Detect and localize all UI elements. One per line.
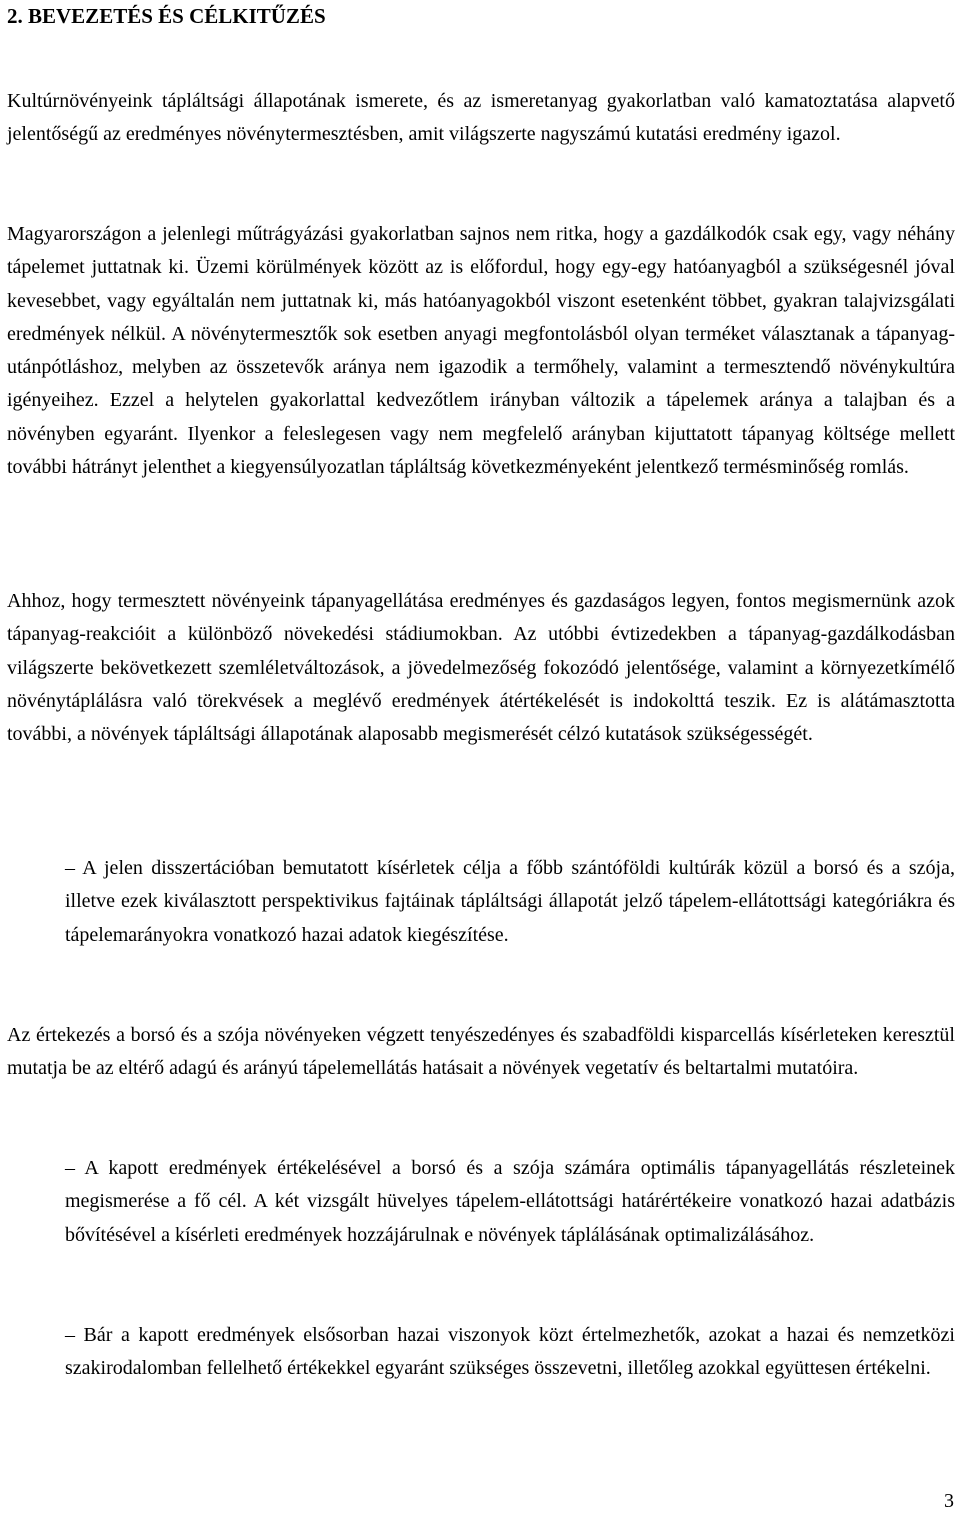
paragraph-hungarian-practice: Magyarországon a jelenlegi műtrágyázási gyakorlatban sajnos nem ritka, hogy a gazdálkodók csak egy, vagy néhány tápelemet juttatnak ki. Üzemi körülmények között az is előfordul, hogy egy-egy hatóanyagból a szükségesnél jóval kevesebbet, vagy egyáltalán nem juttatnak ki, más hatóanyagokból viszont esetenként többet, gyakran talajvizsgálati eredmények nélkül. A növénytermesztők sok esetben anyagi megfontolásból olyan terméket választanak a tápanyag-utánpótláshoz, melyben az összetevők aránya nem igazodik a termőhely, valamint a termesztendő növénykultúra igényeihez. Ezzel a helytelen gyakorlattal kedvezőtlem irányban változik a tápelemek aránya a talajban és a növényben egyaránt. Ilyenkor a feleslegesen vagy nem megfelelő arányban kijuttatott tápanyag költsége mellett további hátrányt jelenthet a kiegyensúlyozatlan tápláltság következményeként jelentkező termésminőség romlás. bbox=[7, 223, 955, 479]
section-heading: 2. BEVEZETÉS ÉS CÉLKITŰZÉS bbox=[7, 4, 326, 28]
paragraph-dissertation-overview: Az értekezés a borsó és a szója növényeken végzett tenyészedényes és szabadföldi kisparcellás kísérleteken keresztül mutatja be az eltérő adagú és arányú tápelemellátás hatásait a növények vegetatív és beltartalmi mutatóira. bbox=[7, 1024, 955, 1080]
list-item-aim-2: – A kapott eredmények értékelésével a borsó és a szója számára optimális tápanyagellátás részleteinek megismerése a fő cél. A két vizsgált hüvelyes tápelem-ellátottsági határértékeire vonatkozó hazai adatbázis bővítésével a kísérleti eredmények hozzájárulnak e növények táplálásának optimalizálásához. bbox=[65, 1157, 955, 1246]
paragraph-intro: Kultúrnövényeink tápláltsági állapotának ismerete, és az ismeretanyag gyakorlatban való kamatoztatása alapvető jelentőségű az eredményes növénytermesztésben, amit világszerte nagyszámú kutatási eredmény igazol. bbox=[7, 90, 955, 146]
list-item-aim-3: – Bár a kapott eredmények elsősorban hazai viszonyok közt értelmezhetők, azokat a hazai és nemzetközi szakirodalomban fellelhető értékekkel egyaránt szükséges összevetni, illetőleg azokkal együttesen értékelni. bbox=[65, 1324, 955, 1380]
paragraph-nutrient-supply: Ahhoz, hogy termesztett növényeink tápanyagellátása eredményes és gazdaságos legyen, fontos megismernünk azok tápanyag-reakcióit a különböző növekedési stádiumokban. Az utóbbi évtizedekben a tápanyag-gazdálkodásban világszerte bekövetkezett szemléletváltozások, a jövedelmezőség fokozódó jelentősége, valamint a környezetkímélő növénytáplálásra való törekvések a meglévő eredmények átértékelését is indokolttá teszik. Ez is alátámasztotta további, a növények tápláltsági állapotának alaposabb megismerését célzó kutatások szükségességét. bbox=[7, 590, 955, 746]
list-item-aim-1: – A jelen disszertációban bemutatott kísérletek célja a főbb szántóföldi kultúrák közül a borsó és a szója, illetve ezek kiválasztott perspektivikus fajtáinak tápláltsági állapotát jelző tápelem-ellátottsági kategóriákra és tápelemarányokra vonatkozó hazai adatok kiegészítése. bbox=[65, 857, 955, 946]
page-number: 3 bbox=[944, 1490, 954, 1512]
